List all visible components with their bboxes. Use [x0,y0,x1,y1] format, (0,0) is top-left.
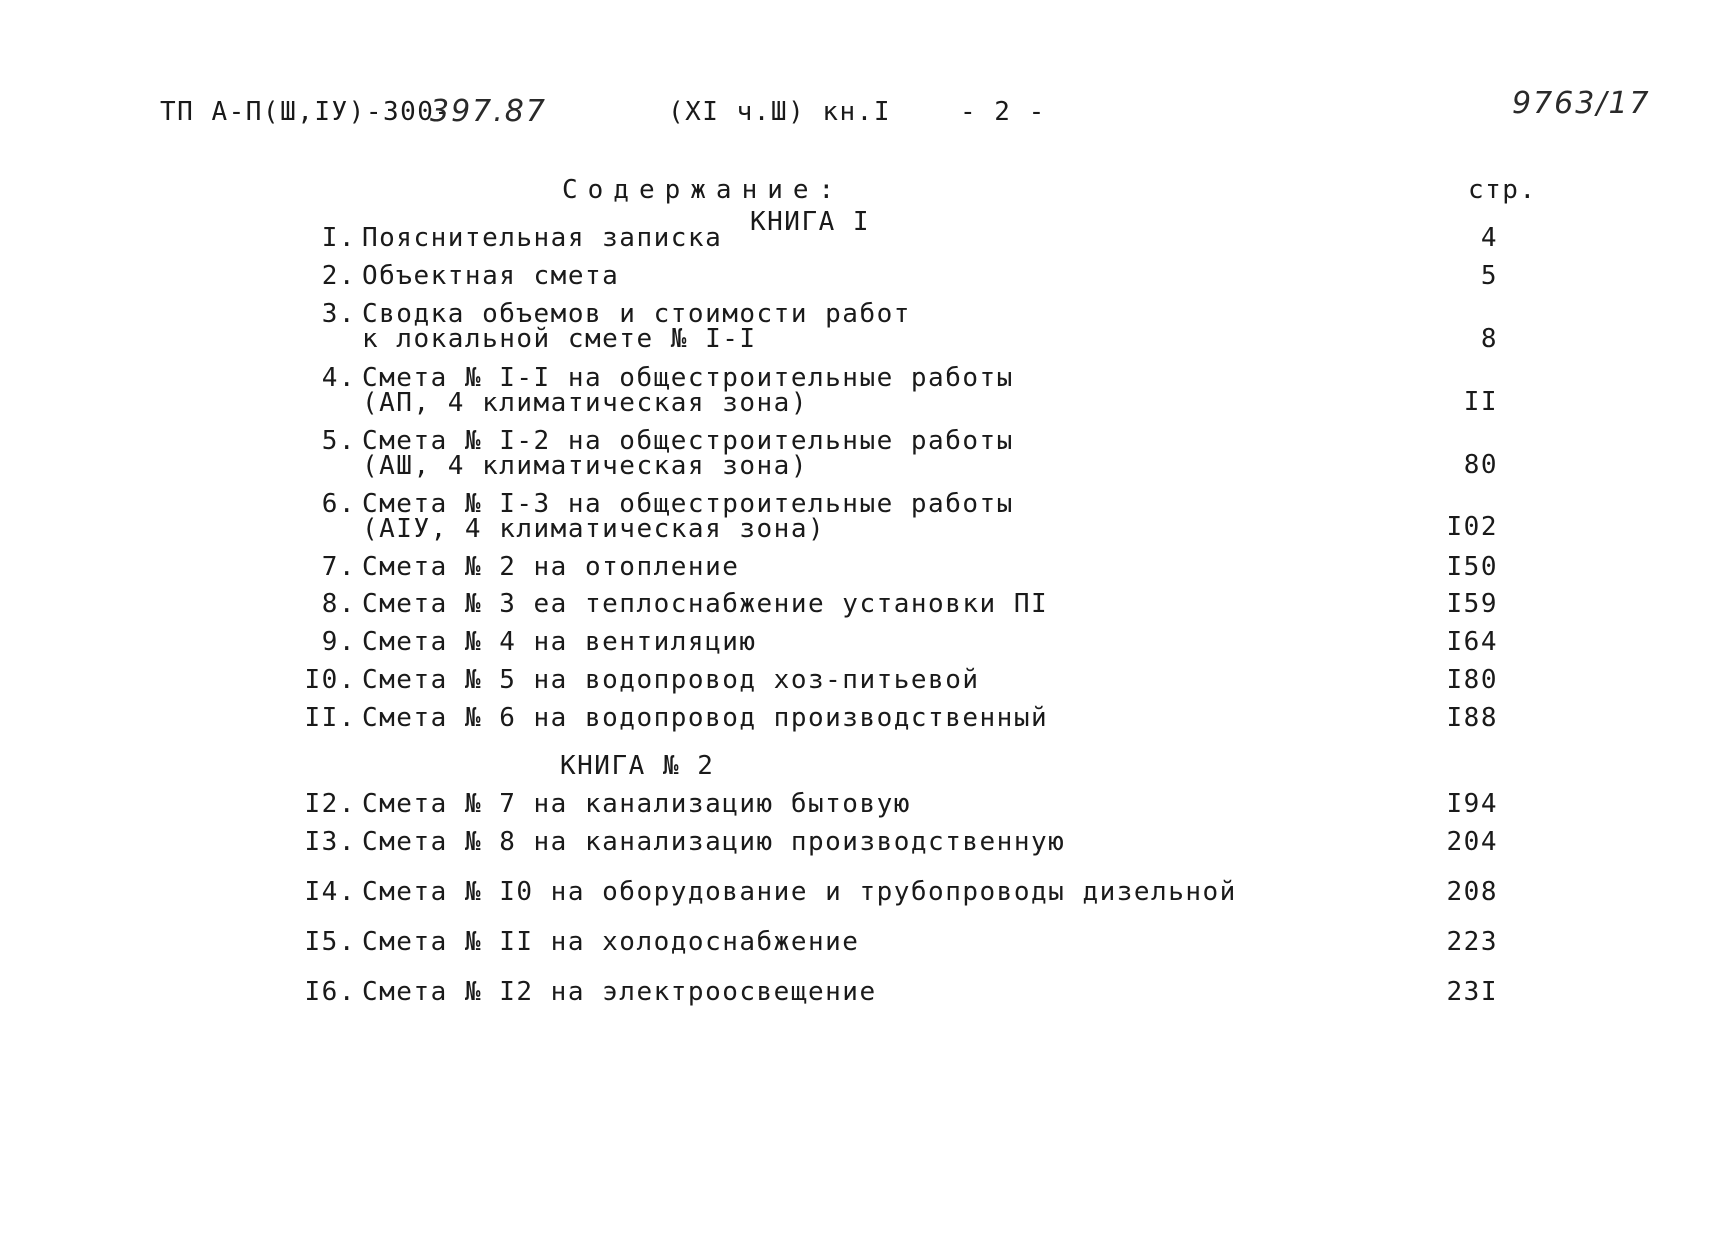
doc-code: ТП А-П(Ш,IУ)-300- [160,97,452,127]
archive-number: 9763/17 [1512,86,1651,121]
toc-item-page: II [1463,387,1498,417]
doc-code-handwritten: 397.87 [430,94,547,129]
toc-item-number: I2. [304,789,356,819]
book2-label: КНИГА № 2 [560,751,715,781]
toc-item-title: Сводка объемов и стоимости работ [362,299,911,329]
toc-item-title: Смета № 8 на канализацию производственную [362,827,1066,857]
toc-item-page: I59 [1446,589,1498,619]
toc-item-page: I50 [1446,552,1498,582]
toc-item-title: Смета № I2 на электроосвещение [362,977,877,1007]
toc-item-title: Смета № 2 на отопление [362,552,740,582]
toc-item-title: Смета № II на холодоснабжение [362,927,860,957]
toc-item-page: I80 [1446,665,1498,695]
toc-item-title-continued: к локальной смете № I-I [362,324,757,354]
toc-item-title-continued: (АШ, 4 климатическая зона) [362,451,808,481]
toc-item-title: Смета № I-3 на общестроительные работы [362,489,1014,519]
toc-item-number: 4. [321,363,356,393]
toc-item-title-continued: (АП, 4 климатическая зона) [362,388,808,418]
toc-item-page: 5 [1480,261,1498,291]
toc-item-number: 3. [321,299,356,329]
toc-item-title: Смета № 5 на водопровод хоз-питьевой [362,665,980,695]
toc-item-number: I6. [304,977,356,1007]
toc-item-page: 23I [1446,977,1498,1007]
toc-item-page: 208 [1446,877,1498,907]
toc-item-page: 8 [1480,324,1498,354]
toc-item-number: 6. [321,489,356,519]
toc-title: Содержание: [562,175,845,205]
toc-item-page: I02 [1446,512,1498,542]
toc-item-title: Объектная смета [362,261,620,291]
page-column-label: стр. [1468,175,1537,205]
toc-item-title-continued: (АIУ, 4 климатическая зона) [362,514,826,544]
toc-item-page: 80 [1463,450,1498,480]
toc-item-number: I5. [304,927,356,957]
toc-item-title: Смета № I-I на общестроительные работы [362,363,1014,393]
toc-item-number: I0. [304,665,356,695]
toc-item-page: I94 [1446,789,1498,819]
toc-item-page: 204 [1446,827,1498,857]
toc-item-page: I64 [1446,627,1498,657]
toc-item-number: II. [304,703,356,733]
section-label: (XI ч.Ш) кн.I [668,97,891,127]
toc-item-page: 223 [1446,927,1498,957]
toc-item-page: 4 [1480,223,1498,253]
book1-label: КНИГА I [750,207,871,237]
toc-item-number: 9. [321,627,356,657]
toc-item-title: Смета № 7 на канализацию бытовую [362,789,911,819]
toc-item-title: Смета № 6 на водопровод производственный [362,703,1049,733]
toc-item-number: I. [321,223,356,253]
toc-item-title: Смета № I-2 на общестроительные работы [362,426,1014,456]
toc-item-number: 5. [321,426,356,456]
toc-item-title: Смета № I0 на оборудование и трубопроводы дизельной [362,877,1237,907]
toc-item-number: I3. [304,827,356,857]
toc-item-number: 7. [321,552,356,582]
toc-item-title: Пояснительная записка [362,223,723,253]
toc-item-title: Смета № 4 на вентиляцию [362,627,757,657]
toc-item-number: 2. [321,261,356,291]
toc-item-number: 8. [321,589,356,619]
page-number: - 2 - [960,97,1046,127]
toc-item-number: I4. [304,877,356,907]
toc-item-page: I88 [1446,703,1498,733]
toc-item-title: Смета № 3 еа теплоснабжение установки ПI [362,589,1049,619]
